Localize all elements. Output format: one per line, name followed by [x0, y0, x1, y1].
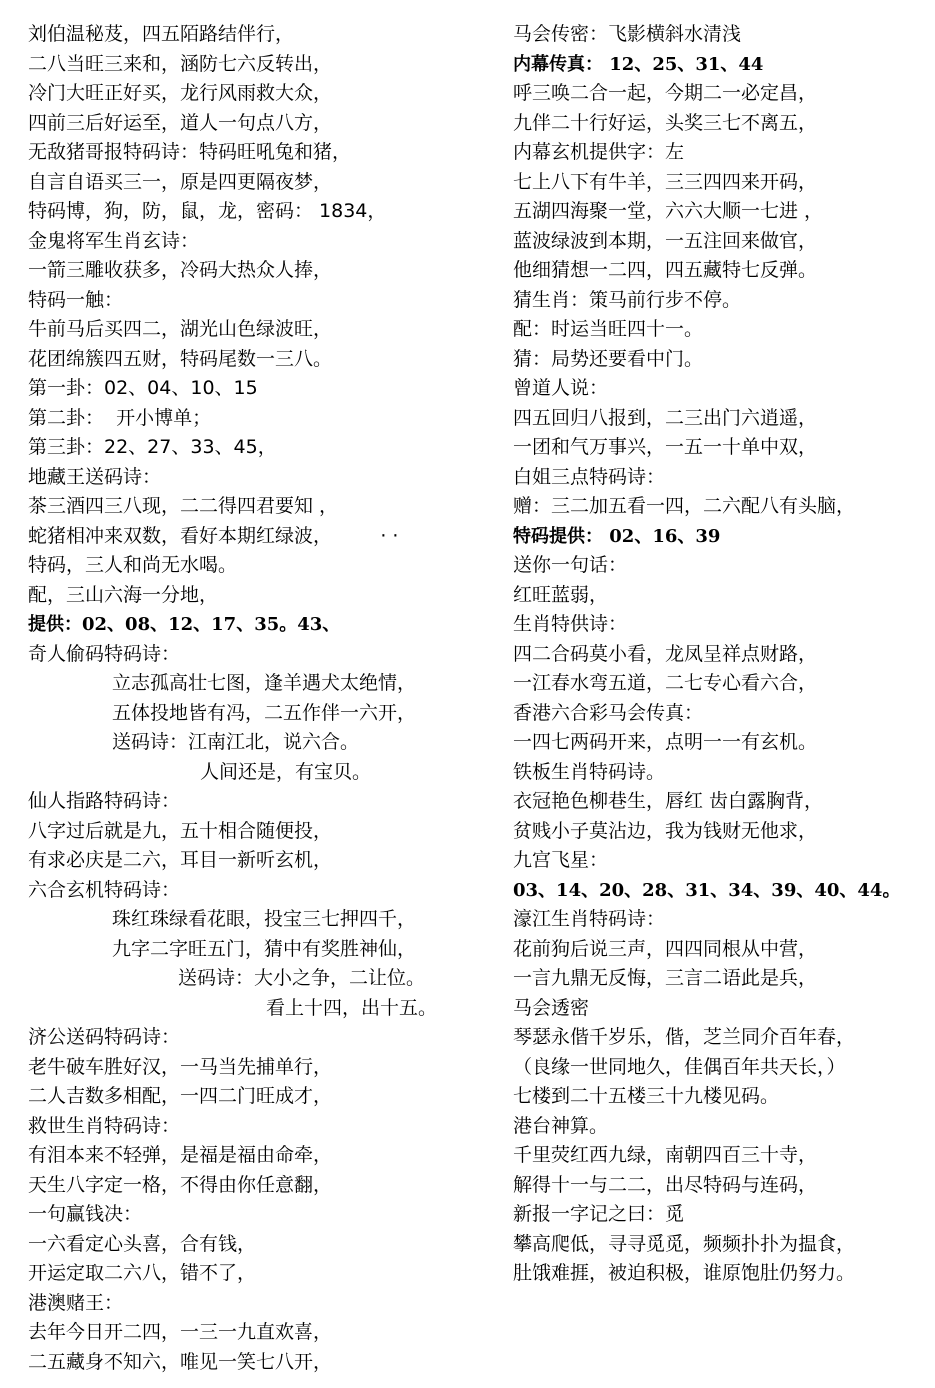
text-line: 肚饿难捱，被迫积极，谁原饱肚仍努力。	[513, 1262, 856, 1284]
text-line: 四五回归八报到，二三出门六逍遥，	[513, 406, 818, 429]
text-line: 看上十四，出十五。	[266, 996, 438, 1019]
text-line: 天生八字定一格，不得由你任意翻，	[28, 1173, 333, 1196]
text-line: 八字过后就是九，五十相合随便投，	[28, 819, 333, 842]
numbers-line: 提供：02、08、12、17、35。43、	[28, 614, 341, 635]
numbers-line: 03、14、20、28、31、34、39、40、44。	[513, 879, 901, 901]
text-line: 送码诗：江南江北，说六合。	[112, 731, 360, 753]
section-heading: 特码一触：	[28, 288, 124, 311]
text-line: 一江春水弯五道，二七专心看六合，	[513, 672, 818, 694]
gua-line: 第二卦： 开小博单；	[28, 406, 212, 429]
text-line: 蛇猪相冲来双数，看好本期红绿波， · ·	[28, 524, 399, 547]
text-line: 衣冠艳色柳巷生，唇红 齿白露胸背，	[513, 790, 824, 812]
text-line: 花团绵簇四五财，特码尾数一三八。	[28, 347, 333, 370]
right-column	[513, 20, 933, 1289]
text-line: 攀高爬低，寻寻觅觅，频频扑扑为揾食，	[513, 1232, 856, 1255]
section-heading: 铁板生肖特码诗。	[513, 760, 666, 783]
text-line: 送码诗：大小之争，二让位。	[178, 967, 426, 989]
text-line: 赠：三二加五看一四，二六配八有头脑，	[513, 495, 856, 517]
text-line: 琴瑟永偕千岁乐，偕，芝兰同介百年春，	[513, 1026, 856, 1048]
section-heading: 金鬼将军生肖玄诗：	[28, 229, 200, 252]
section-heading: 白姐三点特码诗：	[513, 465, 666, 488]
text-line: 配：时运当旺四十一。	[513, 318, 704, 340]
text-line: 他细猜想一二四，四五藏特七反弹。	[513, 259, 818, 281]
text-line: 冷门大旺正好买，龙行风雨救大众，	[28, 82, 333, 104]
text-line: 二五藏身不知六，唯见一笑七八开，	[28, 1350, 333, 1373]
text-line: 四前三后好运至，道人一句点八方，	[28, 111, 333, 134]
section-heading: 仙人指路特码诗：	[28, 790, 181, 812]
left-column	[28, 20, 498, 1377]
section-heading: 香港六合彩马会传真：	[513, 701, 704, 724]
text-line: 老牛破车胜好汉，一马当先捕单行，	[28, 1055, 333, 1078]
text-line: 七上八下有牛羊，三三四四来开码，	[513, 170, 818, 193]
text-line: 七楼到二十五楼三十九楼见码。	[513, 1085, 780, 1107]
section-heading: 九宫飞星：	[513, 849, 609, 871]
gua-line: 第一卦：02、04、10、15	[28, 377, 258, 399]
text-line: 四二合码莫小看，龙凤呈祥点财路，	[513, 642, 818, 665]
text-line: 新报一字记之曰：觅	[513, 1203, 685, 1225]
section-heading: 曾道人说：	[513, 377, 609, 399]
text-line: 去年今日开二四，一三一九直欢喜，	[28, 1321, 333, 1343]
section-heading: 一句赢钱决：	[28, 1203, 143, 1225]
text-line: 九伴二十行好运，头奖三七不离五，	[513, 111, 818, 134]
gua-line: 第三卦：22、27、33、45，	[28, 436, 277, 458]
text-line: 五湖四海聚一堂，六六大顺一七进 ，	[513, 200, 824, 222]
text-line: 一六看定心头喜，合有钱，	[28, 1232, 257, 1255]
text-line: 二人吉数多相配，一四二门旺成才，	[28, 1085, 333, 1107]
text-line: 一言九鼎无反悔，三言二语此是兵，	[513, 967, 818, 989]
text-line: （良缘一世同地久，佳偶百年共天长，）	[513, 1055, 846, 1078]
section-heading: 救世生肖特码诗：	[28, 1114, 181, 1137]
text-line: 有泪本来不轻弹，是福是福由命牵，	[28, 1144, 333, 1166]
text-line: 人间还是，有宝贝。	[200, 760, 372, 783]
section-heading: 港台神算。	[513, 1114, 609, 1137]
numbers-line: 内幕传真： 12、25、31、44	[513, 53, 764, 75]
section-heading: 送你一句话：	[513, 554, 628, 576]
text-line: 二八当旺三来和，涵防七六反转出，	[28, 52, 333, 75]
text-line: 贫贱小子莫沾边，我为钱财无他求，	[513, 819, 818, 842]
text-line: 茶三酒四三八现，二二得四君要知 ，	[28, 495, 339, 517]
text-line: 一箭三雕收获多，冷码大热众人捧，	[28, 259, 333, 281]
text-line: 一四七两码开来，点明一一有玄机。	[513, 731, 818, 753]
text-line: 九字二字旺五门，猜中有奖胜神仙，	[112, 937, 417, 960]
text-line: 花前狗后说三声，四四同根从中营，	[513, 937, 818, 960]
text-line: 特码博，狗，防，鼠，龙，密码： 1834，	[28, 200, 387, 222]
text-line: 立志孤高壮七图，逢羊遇犬太绝情，	[112, 672, 417, 694]
section-heading: 濠江生肖特码诗：	[513, 908, 666, 930]
text-line: 牛前马后买四二，湖光山色绿波旺，	[28, 318, 333, 340]
text-line: 配，三山六海一分地，	[28, 583, 219, 606]
text-line: 内幕玄机提供字：左	[513, 141, 685, 163]
text-line: 一团和气万事兴，一五一十单中双，	[513, 436, 818, 458]
text-line: 蓝波绿波到本期，一五注回来做官，	[513, 229, 818, 252]
section-heading: 马会透密	[513, 996, 590, 1019]
text-line: 自言自语买三一，原是四更隔夜梦，	[28, 170, 333, 193]
section-heading: 济公送码特码诗：	[28, 1026, 181, 1048]
text-line: 猜：局势还要看中门。	[513, 347, 704, 370]
text-line: 呼三唤二合一起，今期二一必定昌，	[513, 82, 818, 104]
text-line: 红旺蓝弱，	[513, 583, 609, 606]
section-heading: 地藏王送码诗：	[28, 465, 162, 488]
text-line: 解得十一与二二，出尽特码与连码，	[513, 1173, 818, 1196]
text-line: 开运定取二六八，错不了，	[28, 1262, 257, 1284]
numbers-line: 特码提供： 02、16、39	[513, 525, 721, 547]
text-line: 有求必庆是二六，耳目一新听玄机，	[28, 849, 333, 871]
section-heading: 六合玄机特码诗：	[28, 878, 181, 901]
text-line: 五体投地皆有冯，二五作伴一六开，	[112, 701, 417, 724]
text-line: 无敌猪哥报特码诗：特码旺吼兔和猪，	[28, 141, 352, 163]
text-line: 刘伯温秘芨，四五陌路结伴行，	[28, 23, 295, 45]
text-line: 珠红珠绿看花眼，投宝三七押四千，	[112, 908, 417, 930]
section-heading: 奇人偷码特码诗：	[28, 642, 181, 665]
section-heading: 港澳赌王：	[28, 1291, 124, 1314]
text-line: 猜生肖：策马前行步不停。	[513, 288, 742, 311]
section-heading: 马会传密：飞影横斜水清浅	[513, 23, 742, 45]
text-line: 千里荧红西九绿，南朝四百三十寺，	[513, 1144, 818, 1166]
section-heading: 生肖特供诗：	[513, 613, 628, 635]
text-line: 特码，三人和尚无水喝。	[28, 554, 238, 576]
